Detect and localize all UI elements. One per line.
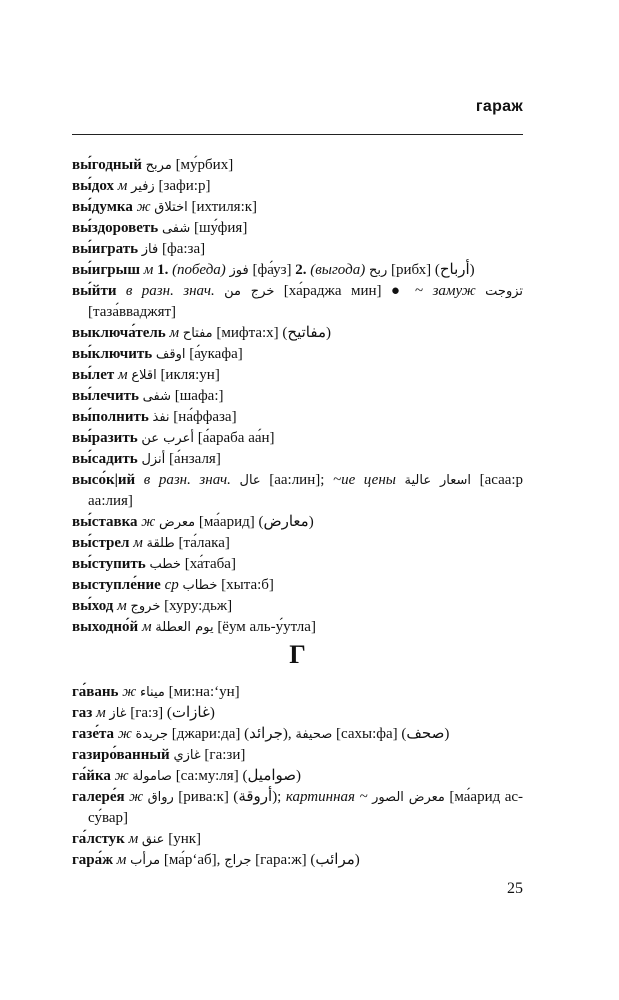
headword: выходно́й: [72, 619, 139, 635]
headword: вы́игрыш: [72, 262, 140, 278]
sense-number: 1.: [157, 262, 169, 278]
transcription: [ми:на:‘ун]: [164, 684, 240, 700]
headword: выключа́тель: [72, 325, 166, 341]
arabic-translation: زفير: [131, 179, 155, 194]
arabic-translation: فاز: [141, 242, 159, 257]
arabic-translation: معرض: [159, 515, 196, 530]
transcription: [ма́арид] (معارض): [195, 514, 314, 530]
phrase-label: замуж: [432, 283, 476, 299]
transcription: [икля:ун]: [156, 367, 220, 383]
transcription: [а́укафа]: [185, 346, 243, 362]
dictionary-entry: [72, 850, 523, 871]
dictionary-entry: [72, 575, 523, 596]
arabic-translation: عال: [239, 473, 261, 488]
arabic-translation: مربح: [145, 158, 172, 173]
transcription: [шу́фия]: [190, 220, 248, 236]
dictionary-entry: [72, 533, 523, 554]
grammar-label: м: [117, 178, 128, 194]
grammar-label: м: [117, 598, 127, 614]
dictionary-entry: [72, 449, 523, 470]
arabic-translation: خطاب: [182, 578, 218, 593]
grammar-label: м: [116, 852, 127, 868]
dictionary-entry: [72, 365, 523, 386]
headword: вы́ключить: [72, 346, 153, 362]
headword: выступле́ние: [72, 577, 161, 593]
arabic-translation: معرض الصور: [372, 790, 445, 805]
dictionary-entry: [72, 554, 523, 575]
dictionary-entry: [72, 260, 523, 281]
grammar-label: ж: [136, 199, 151, 215]
headword: вы́полнить: [72, 409, 149, 425]
grammar-label: ж: [129, 789, 144, 805]
section-letter-heading: Г: [289, 640, 306, 669]
transcription: [ёум аль-у́утла]: [213, 619, 316, 635]
headword: вы́стрел: [72, 535, 130, 551]
transcription: [га:зи]: [200, 747, 246, 763]
dictionary-entry: [72, 197, 523, 218]
arabic-translation: صحيفة: [295, 727, 333, 742]
grammar-label: ж: [114, 768, 129, 784]
sense-number: 2.: [295, 262, 307, 278]
headword: га́лстук: [72, 831, 125, 847]
transcription: [рибх] (أرباح): [387, 262, 475, 278]
arabic-translation: جراج: [224, 853, 252, 868]
arabic-translation: ربح: [368, 263, 388, 278]
dictionary-entry: [72, 407, 523, 428]
arabic-translation: ميناء: [139, 685, 165, 700]
headword: газе́та: [72, 726, 115, 742]
arabic-translation: خرج من: [224, 284, 275, 299]
dictionary-entry: [72, 323, 523, 344]
arabic-translation: غازي: [173, 748, 201, 763]
transcription: [са:му:ля] (صواميل): [171, 768, 302, 784]
phrase-label: ~ие цены: [332, 472, 396, 488]
transcription: [ма́арид ас-су́вар]: [88, 789, 524, 826]
transcription: [хуру:дьж]: [160, 598, 233, 614]
transcription: [му́рбих]: [171, 157, 234, 173]
headword: вы́лет: [72, 367, 115, 383]
headword: вы́дох: [72, 178, 115, 194]
arabic-translation: رواق: [147, 790, 174, 805]
headword: вы́ставка: [72, 514, 138, 530]
dictionary-entry: [72, 512, 523, 533]
grammar-label: м: [143, 262, 154, 278]
grammar-label: в разн. знач.: [125, 283, 215, 299]
dictionary-entry: [72, 239, 523, 260]
arabic-translation: صامولة: [132, 769, 172, 784]
arabic-translation: اوقف: [155, 347, 186, 362]
transcription: [унк]: [164, 831, 202, 847]
arabic-translation: مفتاح: [182, 326, 213, 341]
dictionary-entry: [72, 682, 523, 703]
dictionary-entry: [72, 176, 523, 197]
transcription: [а́араба аа́н]: [193, 430, 275, 446]
headword: высо́к|ий: [72, 472, 136, 488]
transcription: [на́ффаза]: [169, 409, 237, 425]
arabic-translation: أنزل: [141, 452, 166, 467]
entry-list-v: [72, 155, 523, 638]
headword: вы́годный: [72, 157, 142, 173]
dictionary-entry: [72, 745, 523, 766]
arabic-translation: نفذ: [152, 410, 170, 425]
grammar-label: м: [141, 619, 152, 635]
arabic-translation: شفى: [161, 221, 191, 236]
dictionary-entry: [72, 703, 523, 724]
arabic-translation: غاز: [109, 706, 127, 721]
arabic-translation: اقلاع: [131, 368, 157, 383]
dictionary-entry: [72, 218, 523, 239]
arabic-translation: اختلاق: [154, 200, 188, 215]
headword: вы́йти: [72, 283, 117, 299]
grammar-label: в разн. знач.: [143, 472, 231, 488]
transcription: [мифта:х] (مفاتيح): [212, 325, 331, 341]
headword: га́вань: [72, 684, 119, 700]
running-head: гараж: [475, 98, 523, 115]
dictionary-entry: [72, 155, 523, 176]
transcription: [фа́уз]: [248, 262, 292, 278]
transcription: [ихтиля:к]: [187, 199, 258, 215]
headword: вы́здороветь: [72, 220, 159, 236]
headword: галере́я: [72, 789, 125, 805]
transcription: [шафа:]: [170, 388, 224, 404]
transcription: [аа:лин];: [260, 472, 333, 488]
headword: вы́садить: [72, 451, 138, 467]
dictionary-entry: [72, 766, 523, 787]
grammar-label: ж: [122, 684, 137, 700]
arabic-translation: تزوجت: [485, 284, 524, 299]
dictionary-entry: [72, 829, 523, 850]
headword: га́йка: [72, 768, 111, 784]
transcription: [ха́раджа мин] ● ~: [274, 283, 433, 299]
arabic-translation: مرأب: [130, 853, 161, 868]
transcription: [ма́р‘аб],: [160, 852, 225, 868]
arabic-translation: أعرب عن: [141, 431, 194, 446]
arabic-translation: شفى: [142, 389, 171, 404]
headword: вы́ход: [72, 598, 114, 614]
header-rule: [72, 134, 523, 135]
headword: газ: [72, 705, 93, 721]
dictionary-entry: [72, 617, 523, 638]
grammar-label: ср: [164, 577, 179, 593]
grammar-label: м: [133, 535, 143, 551]
dictionary-entry: [72, 596, 523, 617]
dictionary-entry: [72, 386, 523, 407]
dictionary-entry: [72, 428, 523, 449]
dictionary-entry: [72, 470, 523, 512]
transcription: [асаа:р аа:лия]: [88, 472, 524, 509]
grammar-label: м: [128, 831, 139, 847]
dictionary-entry: [72, 724, 523, 745]
transcription: [ха́таба]: [180, 556, 236, 572]
arabic-translation: طلقة: [146, 536, 175, 551]
arabic-translation: اسعار عالية: [404, 473, 472, 488]
arabic-translation: خطب: [149, 557, 181, 572]
sense-gloss: (победа): [172, 262, 226, 278]
sense-gloss: (выгода): [310, 262, 366, 278]
transcription: [хыта:б]: [217, 577, 274, 593]
headword: вы́играть: [72, 241, 139, 257]
transcription: [джари:да] (جرائد),: [167, 726, 296, 742]
headword: вы́разить: [72, 430, 138, 446]
entry-list-g: [72, 682, 523, 871]
transcription: [фа:за]: [158, 241, 206, 257]
transcription: [зафи:р]: [154, 178, 211, 194]
page-number: 25: [507, 880, 523, 897]
arabic-translation: خروج: [130, 599, 161, 614]
arabic-translation: فوز: [229, 263, 249, 278]
grammar-label: ж: [141, 514, 156, 530]
grammar-label: м: [118, 367, 128, 383]
transcription: [гара:ж] (مرائب): [251, 852, 360, 868]
headword: вы́лечить: [72, 388, 139, 404]
grammar-label: м: [169, 325, 180, 341]
dictionary-entry: [72, 344, 523, 365]
headword: вы́ступить: [72, 556, 146, 572]
transcription: [га:з] (غازات): [126, 705, 215, 721]
phrase-label: картинная ~: [285, 789, 368, 805]
transcription: [сахы:фа] (صحف): [332, 726, 450, 742]
dictionary-entry: [72, 787, 523, 829]
transcription: [та́лака]: [174, 535, 230, 551]
grammar-label: ж: [117, 726, 132, 742]
headword: вы́думка: [72, 199, 133, 215]
grammar-label: м: [96, 705, 106, 721]
dictionary-entry: [72, 281, 523, 323]
headword: газиро́ванный: [72, 747, 170, 763]
arabic-translation: يوم العطلة: [155, 620, 214, 635]
arabic-translation: عنق: [141, 832, 165, 847]
transcription: [рива:к] (أروقة);: [173, 789, 286, 805]
headword: гара́ж: [72, 852, 114, 868]
transcription: [а́нзаля]: [165, 451, 221, 467]
arabic-translation: جريدة: [135, 727, 168, 742]
transcription: [таза́вваджят]: [88, 304, 177, 320]
